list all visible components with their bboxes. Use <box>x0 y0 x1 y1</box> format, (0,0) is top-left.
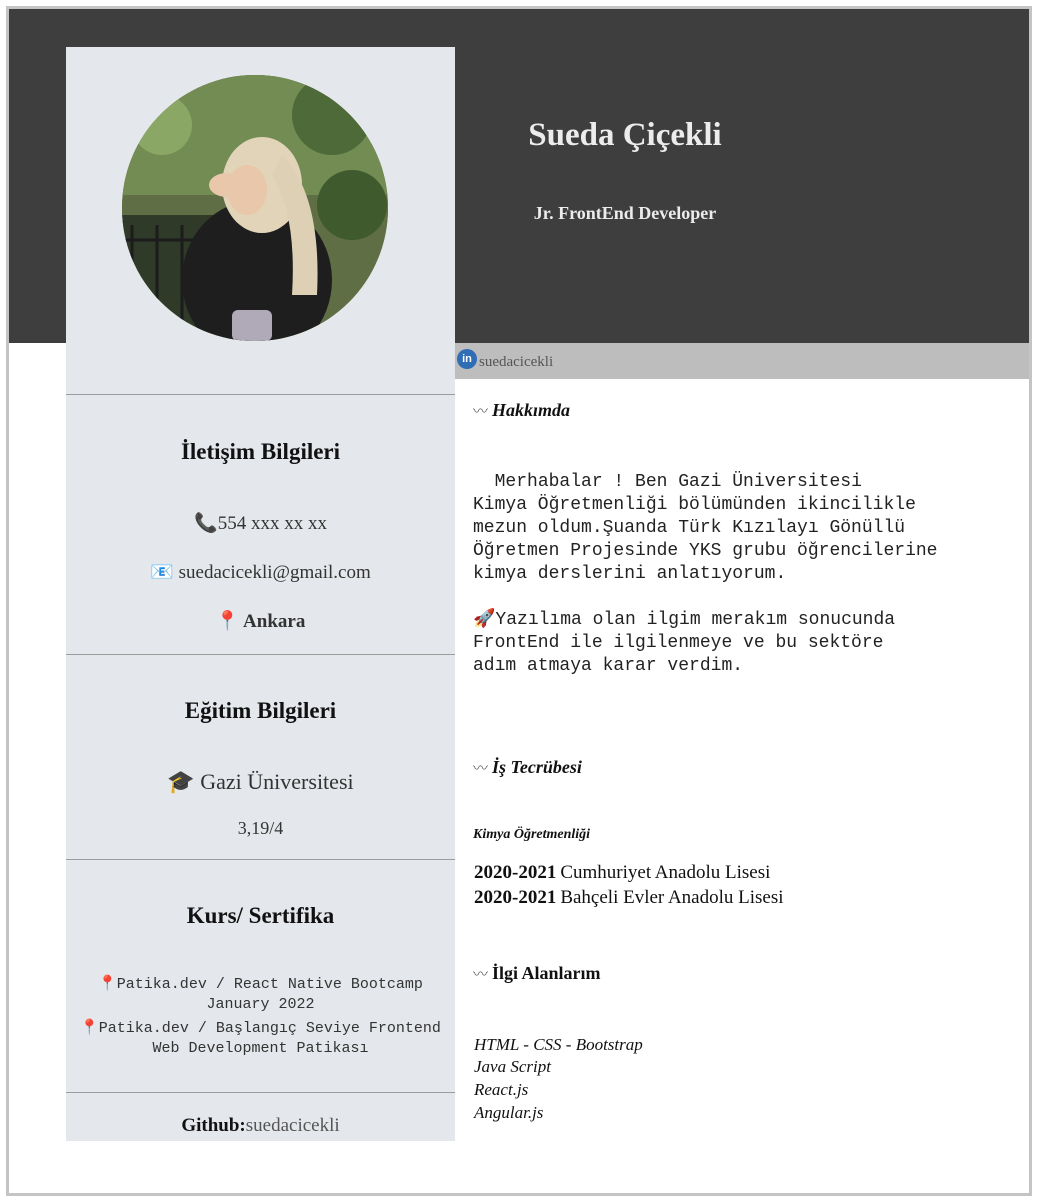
interest-item: Java Script <box>474 1057 551 1076</box>
courses-heading: Kurs/ Sertifika <box>186 903 335 928</box>
education-heading: Eğitim Bilgileri <box>184 698 337 723</box>
job-title: Jr. FrontEnd Developer <box>533 203 717 223</box>
github-link[interactable]: suedacicekli <box>245 1115 340 1136</box>
person-name: Sueda Çiçekli <box>528 117 722 153</box>
job-place: Bahçeli Evler Anadolu Lisesi <box>560 887 784 908</box>
wave-icon: 〰 <box>473 965 489 983</box>
profile-photo <box>122 75 388 341</box>
gpa: 3,19/4 <box>237 818 284 838</box>
linkedin-link[interactable]: suedacicekli <box>479 354 554 370</box>
divider <box>66 1092 455 1093</box>
job-entry <box>474 862 770 884</box>
linkedin-bar <box>455 343 1029 379</box>
wave-icon: 〰 <box>473 759 489 777</box>
about-heading <box>473 400 570 421</box>
about-text: Merhabalar ! Ben Gazi Üniversitesi Kimya Öğretmenliği bölümünden ikincilikle mezun oldum.Şuanda Türk Kızılayı Gönüllü Öğretmen Projesinde YKS grubu öğrencilerine kimya derslerini anlatıyorum. 🚀Yazılıma olan ilgim merakım sonucunda FrontEnd ile ilgilenmeye ve bu sektöre adım atmaya karar verdim. <box>473 472 938 676</box>
about-heading-text: Hakkımda <box>492 400 571 420</box>
location: 📍 Ankara <box>215 611 306 632</box>
contact-heading: İletişim Bilgileri <box>180 439 341 464</box>
job-place: Cumhuriyet Anadolu Lisesi <box>560 862 771 883</box>
experience-heading-text: İş Tecrübesi <box>492 757 582 777</box>
interest-item: Angular.js <box>474 1103 544 1122</box>
course-item: 📍Patika.dev / Başlangıç Seviye Frontend <box>80 1020 441 1037</box>
wave-icon: 〰 <box>473 402 489 420</box>
divider <box>66 394 455 395</box>
experience-heading <box>473 757 582 778</box>
sidebar <box>66 47 455 1141</box>
interests-heading-text: İlgi Alanlarım <box>492 963 601 983</box>
github-line <box>66 1115 455 1137</box>
experience-subheading: Kimya Öğretmenliği <box>473 827 591 842</box>
course-item: 📍Patika.dev / React Native Bootcamp <box>98 976 423 993</box>
course-item-continued: Web Development Patikası <box>152 1040 369 1057</box>
university-name: 🎓 Gazi Üniversitesi <box>167 769 354 794</box>
email-address: 📧 suedacicekli@gmail.com <box>150 562 371 583</box>
interest-item: HTML - CSS - Bootstrap <box>474 1035 643 1054</box>
interests-heading <box>473 963 601 984</box>
job-years: 2020-2021 <box>474 887 557 908</box>
phone-number: 📞554 xxx xx xx <box>194 513 327 534</box>
divider <box>66 859 455 860</box>
job-years: 2020-2021 <box>474 862 557 883</box>
job-entry <box>474 887 784 909</box>
course-item-date: January 2022 <box>206 996 315 1013</box>
profile-photo-image <box>122 75 388 341</box>
divider <box>66 654 455 655</box>
github-label: Github: <box>181 1115 246 1136</box>
linkedin-icon[interactable]: in <box>457 349 477 369</box>
interest-item: React.js <box>474 1080 529 1099</box>
resume-page <box>6 6 1032 1196</box>
